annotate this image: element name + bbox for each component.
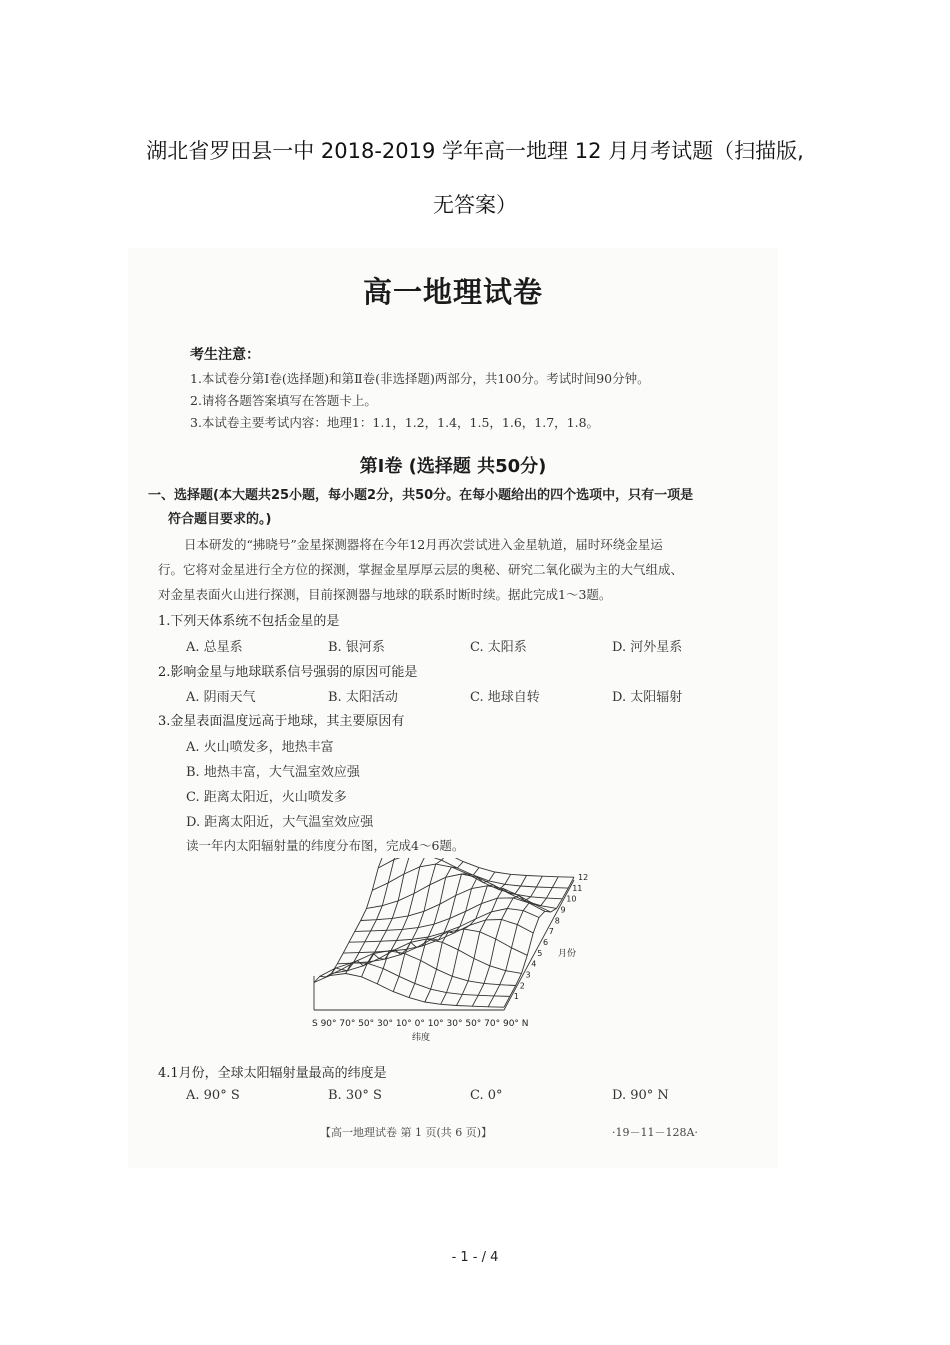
month-tick-label: 3 (525, 970, 531, 980)
solar-radiation-3d-chart (304, 858, 604, 1048)
notice-list (190, 368, 650, 434)
month-tick-label: 1 (513, 992, 519, 1002)
mesh-line-latitude (504, 877, 577, 1007)
month-tick-label: 9 (560, 905, 566, 915)
notice-item: 2.请将各题答案填写在答题卡上。 (190, 393, 377, 408)
month-tick-label: 12 (578, 873, 589, 882)
question-2-stem: 2.影响金星与地球联系信号强弱的原因可能是 (158, 665, 418, 680)
section-instruction (148, 484, 748, 532)
exam-title: 高一地理试卷 (362, 275, 543, 309)
option: A. 火山喷发多，地热丰富 (186, 740, 334, 755)
option: C. 距离太阳近，火山喷发多 (186, 790, 347, 805)
mesh-line-latitude (346, 858, 416, 974)
notice-item: 3.本试卷主要考试内容：地理1：1.1，1.2，1.4，1.5，1.6，1.7，1.8。 (190, 415, 600, 430)
exam-footer-page-info: 【高一地理试卷 第 1 页(共 6 页)】 (320, 1126, 493, 1139)
question-3-stem: 3.金星表面温度远高于地球，其主要原因有 (158, 714, 405, 729)
mesh-line-month (337, 929, 527, 964)
question-1-stem: 1.下列天体系统不包括金星的是 (158, 614, 340, 629)
option: B. 太阳活动 (328, 690, 398, 705)
mesh-line-latitude (457, 876, 527, 1006)
option: B. 银河系 (328, 640, 385, 655)
option: C. 地球自转 (470, 690, 540, 705)
mesh-line-latitude (377, 858, 447, 984)
month-tick-label: 6 (543, 938, 549, 947)
option: A. 阴雨天气 (186, 690, 256, 705)
chart-base-frame (314, 880, 577, 1010)
option: D. 距离太阳近，大气温室效应强 (186, 815, 374, 830)
instruction-line: 一、选择题(本大题共25小题，每小题2分，共50分。在每小题给出的四个选项中，只有一项是 (148, 488, 694, 503)
section-title: 第Ⅰ卷 (选择题 共50分) (359, 456, 547, 477)
month-axis-label: 月份 (558, 949, 577, 959)
passage-line: 日本研发的“拂晓号”金星探测器将在今年12月再次尝试进入金星轨道，届时环绕金星运 (184, 537, 663, 552)
month-tick-label: 8 (554, 916, 560, 926)
x-axis-ticks: S 90° 70° 50° 30° 10° 0° 10° 30° 50° 70° 90° N (312, 1019, 529, 1029)
month-axis-ticks (514, 873, 588, 1001)
option: D. 90° N (612, 1088, 669, 1103)
option: D. 太阳辐射 (612, 690, 683, 705)
instruction-line: 符合题目要求的。) (168, 512, 272, 527)
mesh-line-month (314, 974, 504, 1008)
passage-line: 行。它将对金星进行全方位的探测，掌握金星厚厚云层的奥秘、研究二氧化碳为主的大气组成、 (158, 562, 684, 577)
option: A. 90° S (186, 1088, 240, 1103)
passage-line: 对金星表面火山进行探测，目前探测器与地球的联系时断时续。据此完成1～3题。 (158, 587, 612, 602)
x-axis-label: 纬度 (412, 1033, 431, 1043)
option: B. 地热丰富，大气温室效应强 (186, 765, 360, 780)
month-tick-label: 5 (537, 948, 543, 958)
document-title-line1: 湖北省罗田县一中 2018-2019 学年高一地理 12 月月考试题（扫描版, (146, 139, 804, 163)
page-number: - 1 - / 4 (451, 1250, 499, 1265)
option: D. 河外星系 (612, 640, 683, 655)
document-title-line2: 无答案） (433, 193, 517, 217)
month-tick-label: 2 (519, 981, 525, 991)
mesh-line-month (372, 864, 562, 899)
option: C. 太阳系 (470, 640, 527, 655)
month-tick-label: 7 (548, 927, 554, 937)
option: B. 30° S (328, 1088, 382, 1103)
mesh-line-month (384, 858, 574, 877)
notice-item: 1.本试卷分第Ⅰ卷(选择题)和第Ⅱ卷(非选择题)两部分，共100分。考试时间90分钟。 (190, 371, 650, 386)
option: A. 总星系 (186, 640, 243, 655)
month-tick-label: 10 (566, 894, 577, 904)
question-4-stem: 4.1月份，全球太阳辐射量最高的纬度是 (158, 1066, 387, 1081)
month-tick-label: 4 (531, 959, 537, 969)
option: C. 0° (470, 1088, 503, 1103)
exam-footer-code: ·19－11－128A· (612, 1126, 698, 1139)
figure-instruction: 读一年内太阳辐射量的纬度分布图，完成4～6题。 (186, 838, 465, 853)
mesh-line-latitude (472, 876, 542, 1006)
month-tick-label: 11 (572, 883, 583, 893)
surface-mesh (314, 858, 577, 1010)
notice-heading: 考生注意： (190, 347, 260, 363)
document-title (60, 124, 890, 232)
reading-passage (158, 532, 748, 607)
scanned-exam-page (128, 248, 778, 1168)
